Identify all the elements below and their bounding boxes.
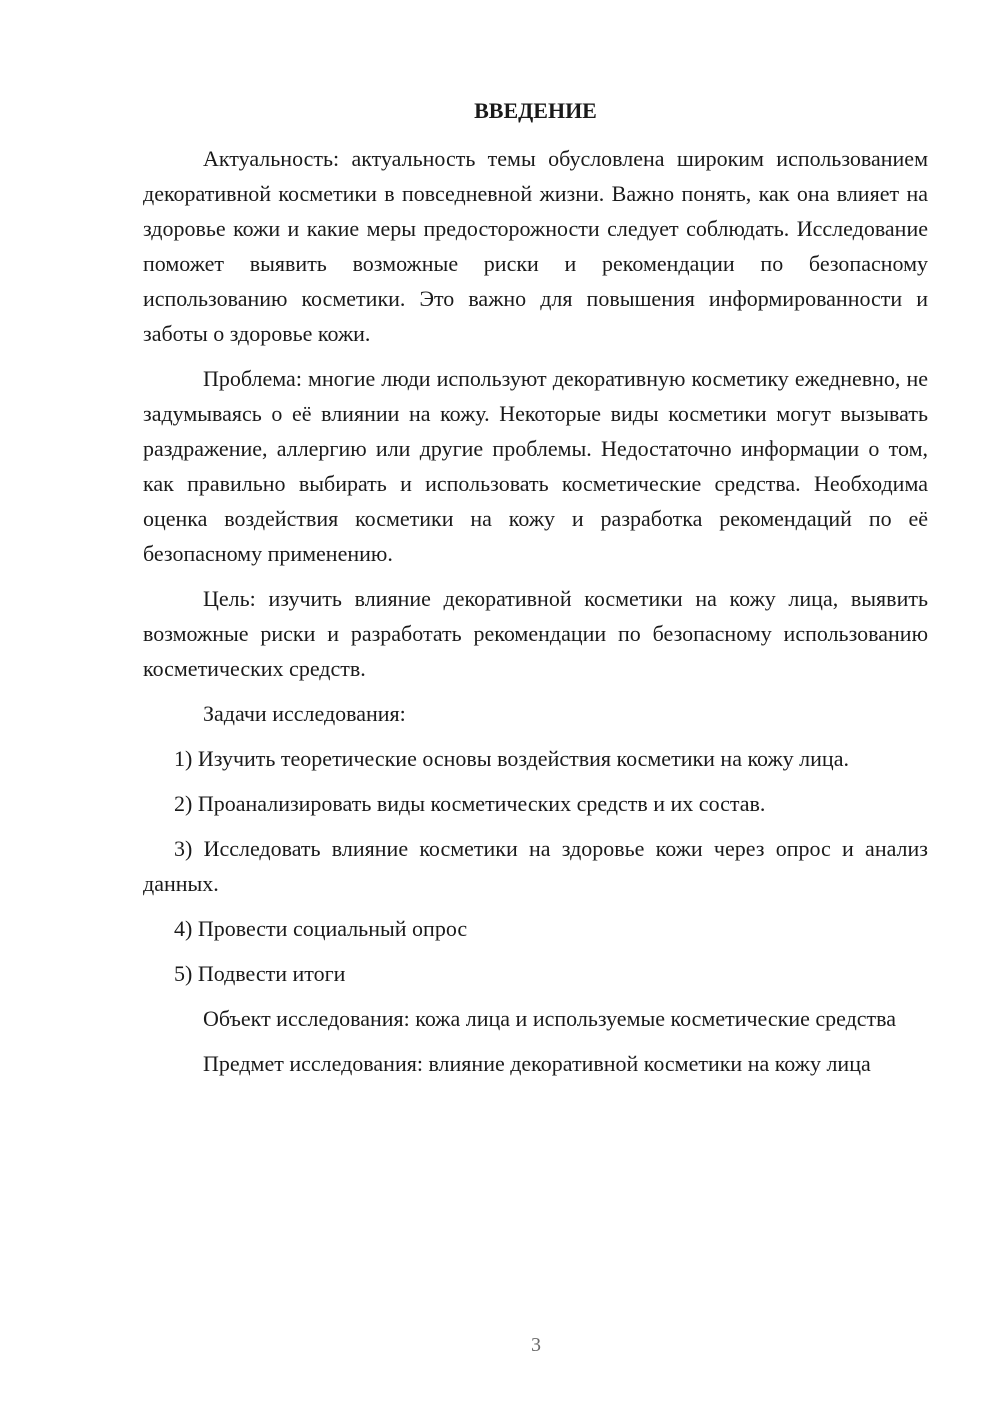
document-body xyxy=(143,141,928,1091)
task-item: 3) Исследовать влияние косметики на здоровье кожи через опрос и анализ данных. xyxy=(143,836,928,896)
section-title: ВВЕДЕНИЕ xyxy=(474,98,597,123)
page-number: 3 xyxy=(531,1334,541,1356)
tasks-heading: Задачи исследования: xyxy=(203,701,406,726)
problem-paragraph: Проблема: многие люди используют декоративную косметику ежедневно, не задумываясь о её влиянии на кожу. Некоторые виды косметики могут вызывать раздражение, аллергию или другие проблемы. Недостаточно информации о том, как правильно выбирать и использовать косметические средства. Необходима оценка воздействия косметики на кожу и разработка рекомендаций по её безопасному применению. xyxy=(143,366,928,566)
task-item: 5) Подвести итоги xyxy=(174,961,346,986)
research-object-paragraph: Объект исследования: кожа лица и используемые косметические средства xyxy=(203,1006,897,1031)
relevance-paragraph: Актуальность: актуальность темы обусловлена широким использованием декоративной косметики в повседневной жизни. Важно понять, как она влияет на здоровье кожи и какие меры предосторожности следует соблюдать. Исследование поможет выявить возможные риски и рекомендации по безопасному использованию косметики. Это важно для повышения информированности и заботы о здоровье кожи. xyxy=(143,146,928,346)
goal-paragraph: Цель: изучить влияние декоративной косметики на кожу лица, выявить возможные риски и разработать рекомендации по безопасному использованию косметических средств. xyxy=(143,586,928,681)
research-subject-paragraph: Предмет исследования: влияние декоративной косметики на кожу лица xyxy=(203,1051,871,1076)
task-item: 2) Проанализировать виды косметических средств и их состав. xyxy=(174,791,766,816)
task-item: 1) Изучить теоретические основы воздействия косметики на кожу лица. xyxy=(174,746,849,771)
task-item: 4) Провести социальный опрос xyxy=(174,916,468,941)
